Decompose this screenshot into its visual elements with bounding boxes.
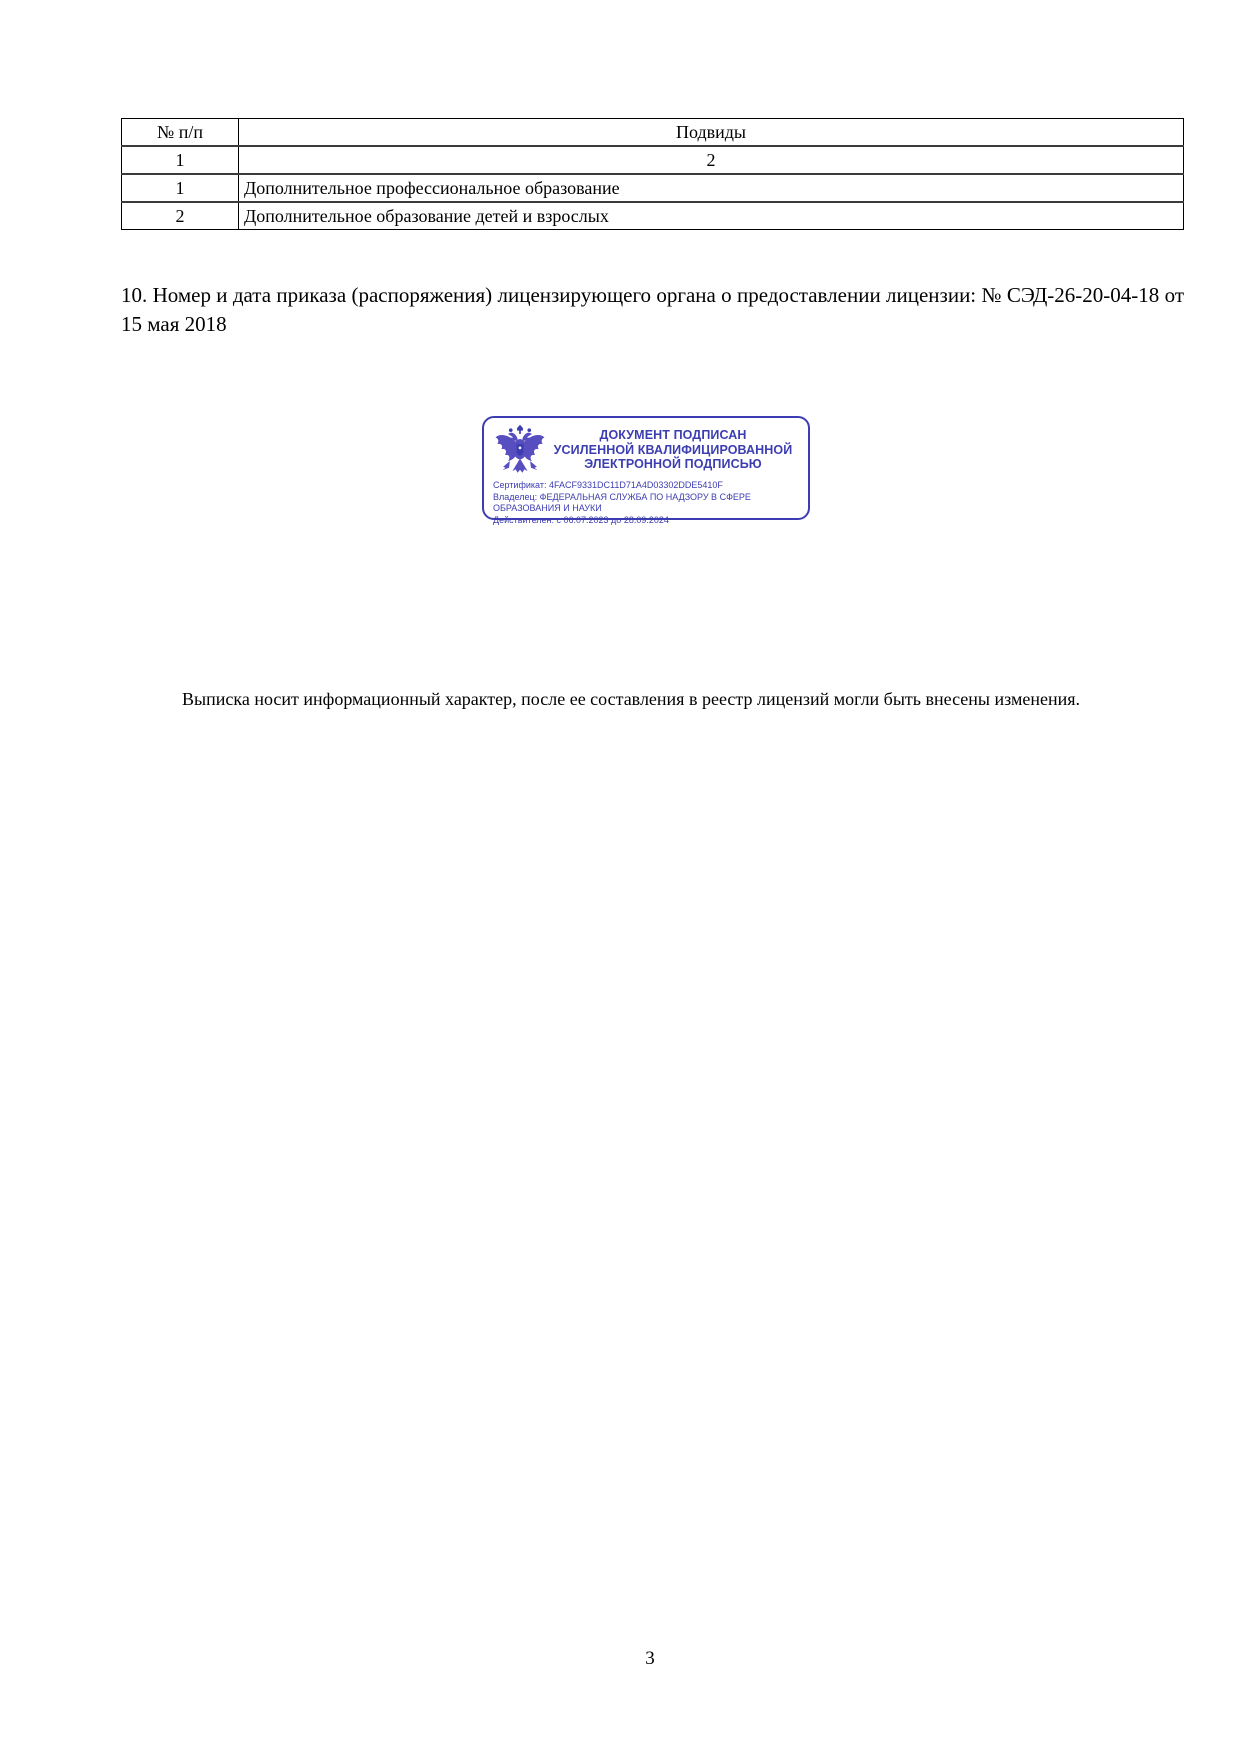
row-index: 1 (122, 174, 239, 202)
clause-10-paragraph: 10. Номер и дата приказа (распоряжения) лицензирующего органа о предоставлении лицензии: № СЭД-26-20-04-18 от 15 мая 2018 (121, 283, 1184, 336)
stamp-title-line: УСИЛЕННОЙ КВАЛИФИЦИРОВАННОЙ (553, 442, 793, 457)
informational-note: Выписка носит информационный характер, после ее составления в реестр лицензий могли быть внесены изменения. (182, 689, 1081, 709)
table-row (122, 174, 1184, 202)
stamp-details (493, 480, 799, 526)
table-header-subtypes: Подвиды (239, 119, 1184, 147)
table-column-number-row (122, 146, 1184, 174)
russian-coat-of-arms-icon (493, 423, 547, 477)
row-index: 2 (122, 202, 239, 230)
table-colnum-1: 1 (122, 146, 239, 174)
stamp-title-line: ЭЛЕКТРОННОЙ ПОДПИСЬЮ (584, 457, 762, 472)
stamp-title-line: ДОКУМЕНТ ПОДПИСАН (599, 428, 747, 443)
digital-signature-stamp (482, 416, 810, 525)
page-number: 3 (645, 1648, 655, 1669)
subtypes-table (121, 118, 1184, 230)
table-header-row (122, 119, 1184, 147)
table-header-num: № п/п (122, 119, 239, 147)
stamp-owner: Владелец: ФЕДЕРАЛЬНАЯ СЛУЖБА ПО НАДЗОРУ В СФЕРЕ ОБРАЗОВАНИЯ И НАУКИ (493, 491, 751, 513)
table-row (122, 202, 1184, 230)
row-subtype-name: Дополнительное образование детей и взрослых (239, 202, 1184, 230)
table-colnum-2: 2 (239, 146, 1184, 174)
stamp-certificate: Сертификат: 4FACF9331DC11D71A4D03302DDE5410F (493, 480, 723, 490)
row-subtype-name: Дополнительное профессиональное образование (239, 174, 1184, 202)
stamp-header-row (493, 423, 799, 477)
stamp-title (547, 428, 799, 472)
stamp-validity: Действителен: с 06.07.2023 до 28.09.2024 (493, 514, 669, 525)
